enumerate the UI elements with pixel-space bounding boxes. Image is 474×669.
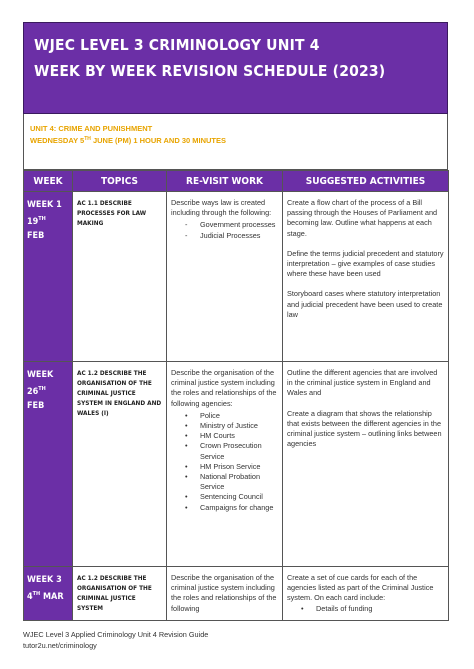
header-week: WEEK [24, 171, 73, 192]
week-day: 4 [27, 592, 33, 602]
week-label: WEEK 3 [27, 575, 62, 585]
week-date [27, 382, 69, 399]
list-item: • Police [171, 411, 278, 421]
revisit-cell [167, 192, 283, 362]
list-item: • National Probation Service [171, 472, 278, 492]
week-day-suffix: TH [38, 216, 46, 222]
activity-list [287, 604, 444, 614]
week-cell [24, 567, 73, 621]
exam-date-rest: JUNE (PM) 1 HOUR AND 30 MINUTES [90, 136, 227, 145]
revisit-intro: Describe the organisation of the criminal justice system including the roles and relationships of the following [171, 573, 277, 613]
title-banner [23, 22, 448, 114]
page-footer [23, 630, 208, 651]
document-title: WJEC LEVEL 3 CRIMINOLOGY UNIT 4 [34, 36, 320, 54]
week-day: 26 [27, 387, 39, 397]
week-cell [24, 362, 73, 567]
topic-cell: AC 1.2 DESCRIBE THE ORGANISATION OF THE CRIMINAL JUSTICE SYSTEM [73, 567, 167, 621]
table-row [24, 192, 449, 362]
activity-text: Define the terms judicial precedent and statutory interpretation – give examples of case studies where these have been used [287, 248, 444, 279]
week-month: FEB [27, 401, 45, 411]
week-month: FEB [27, 231, 45, 241]
activity-cell [283, 192, 449, 362]
footer-guide-title: WJEC Level 3 Applied Criminology Unit 4 Revision Guide [23, 630, 209, 639]
list-item: • Campaigns for change [171, 503, 278, 513]
topic-cell: AC 1.1 DESCRIBE PROCESSES FOR LAW MAKING [73, 192, 167, 362]
footer-url: tutor2u.net/criminology [23, 640, 97, 650]
header-revisit: RE-VISIT WORK [167, 171, 283, 192]
header-activities: SUGGESTED ACTIVITIES [283, 171, 449, 192]
exam-date-day: WEDNESDAY 5 [30, 136, 85, 145]
week-day-suffix: TH [38, 386, 46, 392]
week-date [27, 587, 69, 604]
table-row [24, 567, 449, 621]
week-date [27, 212, 69, 229]
list-item: • Crown Prosecution Service [171, 441, 278, 461]
revisit-cell [167, 362, 283, 567]
activity-cell [283, 362, 449, 567]
activity-text: Outline the different agencies that are involved in the criminal justice system in England and Wales and [287, 368, 438, 398]
activity-text: Storyboard cases where statutory interpretation and judicial precedent have been used to create law [287, 289, 443, 319]
document-subtitle: WEEK BY WEEK REVISION SCHEDULE (2023) [34, 62, 386, 80]
activity-text: Create a flow chart of the process of a Bill passing through the Houses of Parliament and becoming law. Outline what happens at each stage. [287, 198, 438, 238]
list-item: • HM Courts [171, 431, 278, 441]
activity-cell [283, 567, 449, 621]
week-month: MAR [43, 592, 64, 602]
revisit-intro: Describe ways law is created including through the following: [171, 198, 272, 218]
week-day: 19 [27, 217, 39, 227]
document-page [23, 22, 448, 621]
header-topics: TOPICS [73, 171, 167, 192]
table-row [24, 362, 449, 567]
revisit-list [171, 220, 278, 240]
exam-date-suffix: TH [84, 136, 91, 142]
week-label: WEEK 1 [27, 200, 62, 210]
list-item: - Government processes [171, 220, 278, 230]
table-header-row [24, 171, 449, 192]
list-item: • HM Prison Service [171, 462, 278, 472]
week-cell [24, 192, 73, 362]
revisit-intro: Describe the organisation of the criminal justice system including the roles and relationships of the following agencies: [171, 368, 277, 408]
revisit-list [171, 411, 278, 513]
week-label: WEEK [27, 370, 54, 380]
topic-cell: AC 1.2 DESCRIBE THE ORGANISATION OF THE CRIMINAL JUSTICE SYSTEM IN ENGLAND AND WALES (I) [73, 362, 167, 567]
week-day-suffix: TH [32, 591, 41, 597]
revision-schedule-table [23, 170, 449, 621]
activity-text: Create a diagram that shows the relationship that exists between the different agencies in the criminal justice system – outlining links between agencies [287, 408, 442, 449]
unit-info [23, 114, 448, 170]
activity-text: Create a set of cue cards for each of the agencies listed as part of the Criminal Justice system. On each card include: [287, 573, 434, 603]
list-item: • Sentencing Council [171, 492, 278, 502]
list-item: • Details of funding [287, 604, 444, 614]
exam-date [30, 135, 441, 147]
unit-name: UNIT 4: CRIME AND PUNISHMENT [30, 124, 153, 133]
revisit-cell [167, 567, 283, 621]
list-item: - Judicial Processes [171, 231, 278, 241]
list-item: • Ministry of Justice [171, 421, 278, 431]
